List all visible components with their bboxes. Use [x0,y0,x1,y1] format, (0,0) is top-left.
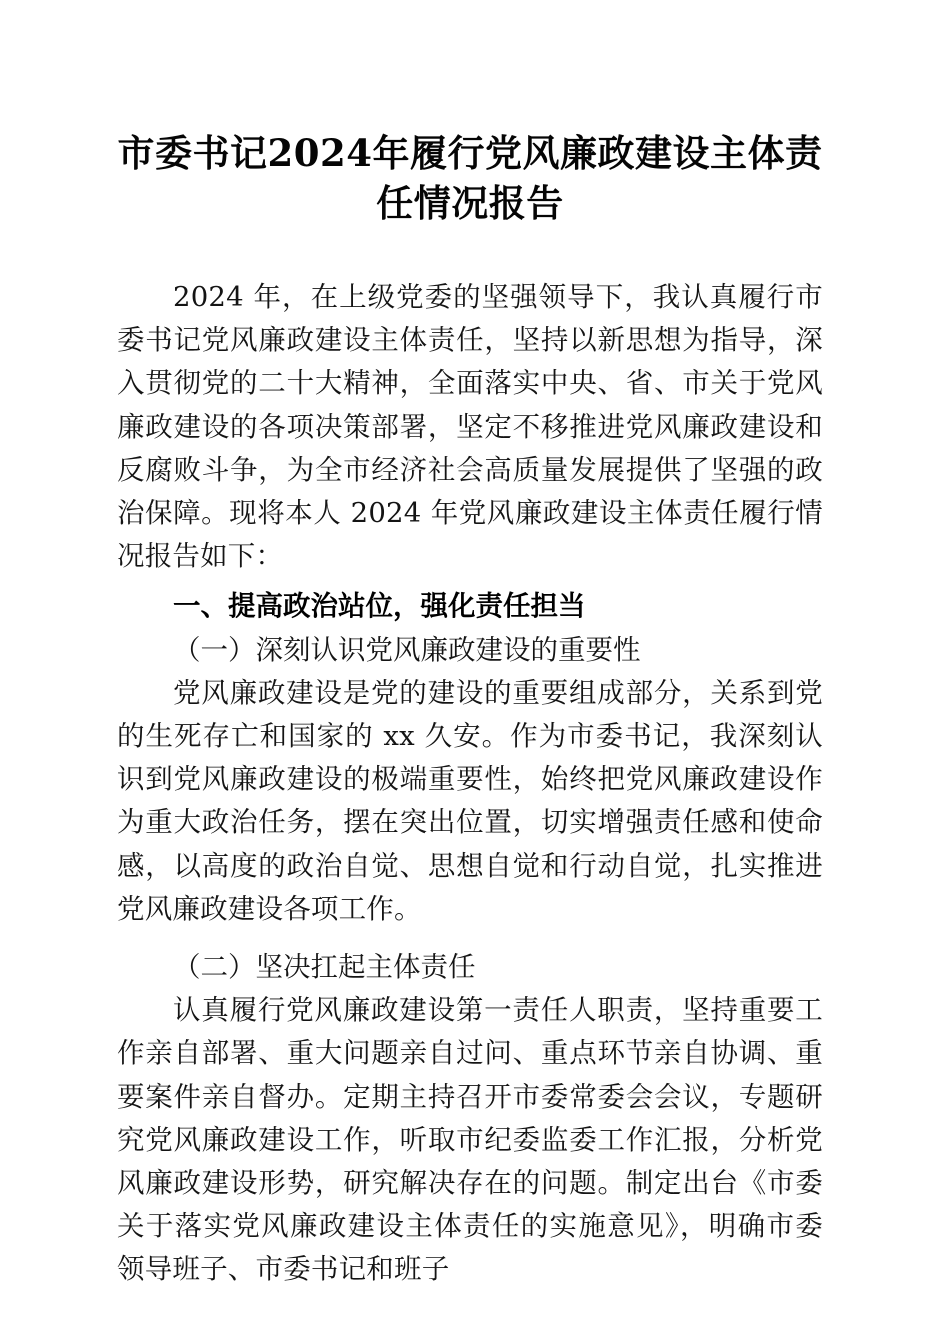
paragraph-1-2-body: 认真履行党风廉政建设第一责任人职责，坚持重要工作亲自部署、重大问题亲自过问、重点环节亲自协调、重要案件亲自督办。定期主持召开市委常委会会议，专题研究党风廉政建设工作，听取市纪委监委工作汇报，分析党风廉政建设形势，研究解决存在的问题。制定出台《市委关于落实党风廉政建设主体责任的实施意见》，明确市委领导班子、市委书记和班子 [117,994,823,1286]
subsection-heading-1-2: （二）坚决扛起主体责任 [173,951,476,984]
opening-paragraph: 2024 年，在上级党委的坚强领导下，我认真履行市委书记党风廉政建设主体责任，坚持以新思想为指导，深入贯彻党的二十大精神，全面落实中央、省、市关于党风廉政建设的各项决策部署，坚定不移推进党风廉政建设和反腐败斗争，为全市经济社会高质量发展提供了坚强的政治保障。现将本人 2024 年党风廉政建设主体责任履行情况报告如下： [117,281,823,573]
section-heading-1: 一、提高政治站位，强化责任担当 [173,590,586,623]
paragraph-1-1-body: 党风廉政建设是党的建设的重要组成部分，关系到党的生死存亡和国家的 xx 久安。作为市委书记，我深刻认识到党风廉政建设的极端重要性，始终把党风廉政建设作为重大政治任务，摆在突出位置，切实增强责任感和使命感，以高度的政治自觉、思想自觉和行动自觉，扎实推进党风廉政建设各项工作。 [117,676,823,925]
page-title: 市委书记2024年履行党风廉政建设主体责任情况报告 [117,131,823,225]
document-content-column [117,0,823,1292]
subsection-heading-1-1: （一）深刻认识党风廉政建设的重要性 [173,633,641,666]
